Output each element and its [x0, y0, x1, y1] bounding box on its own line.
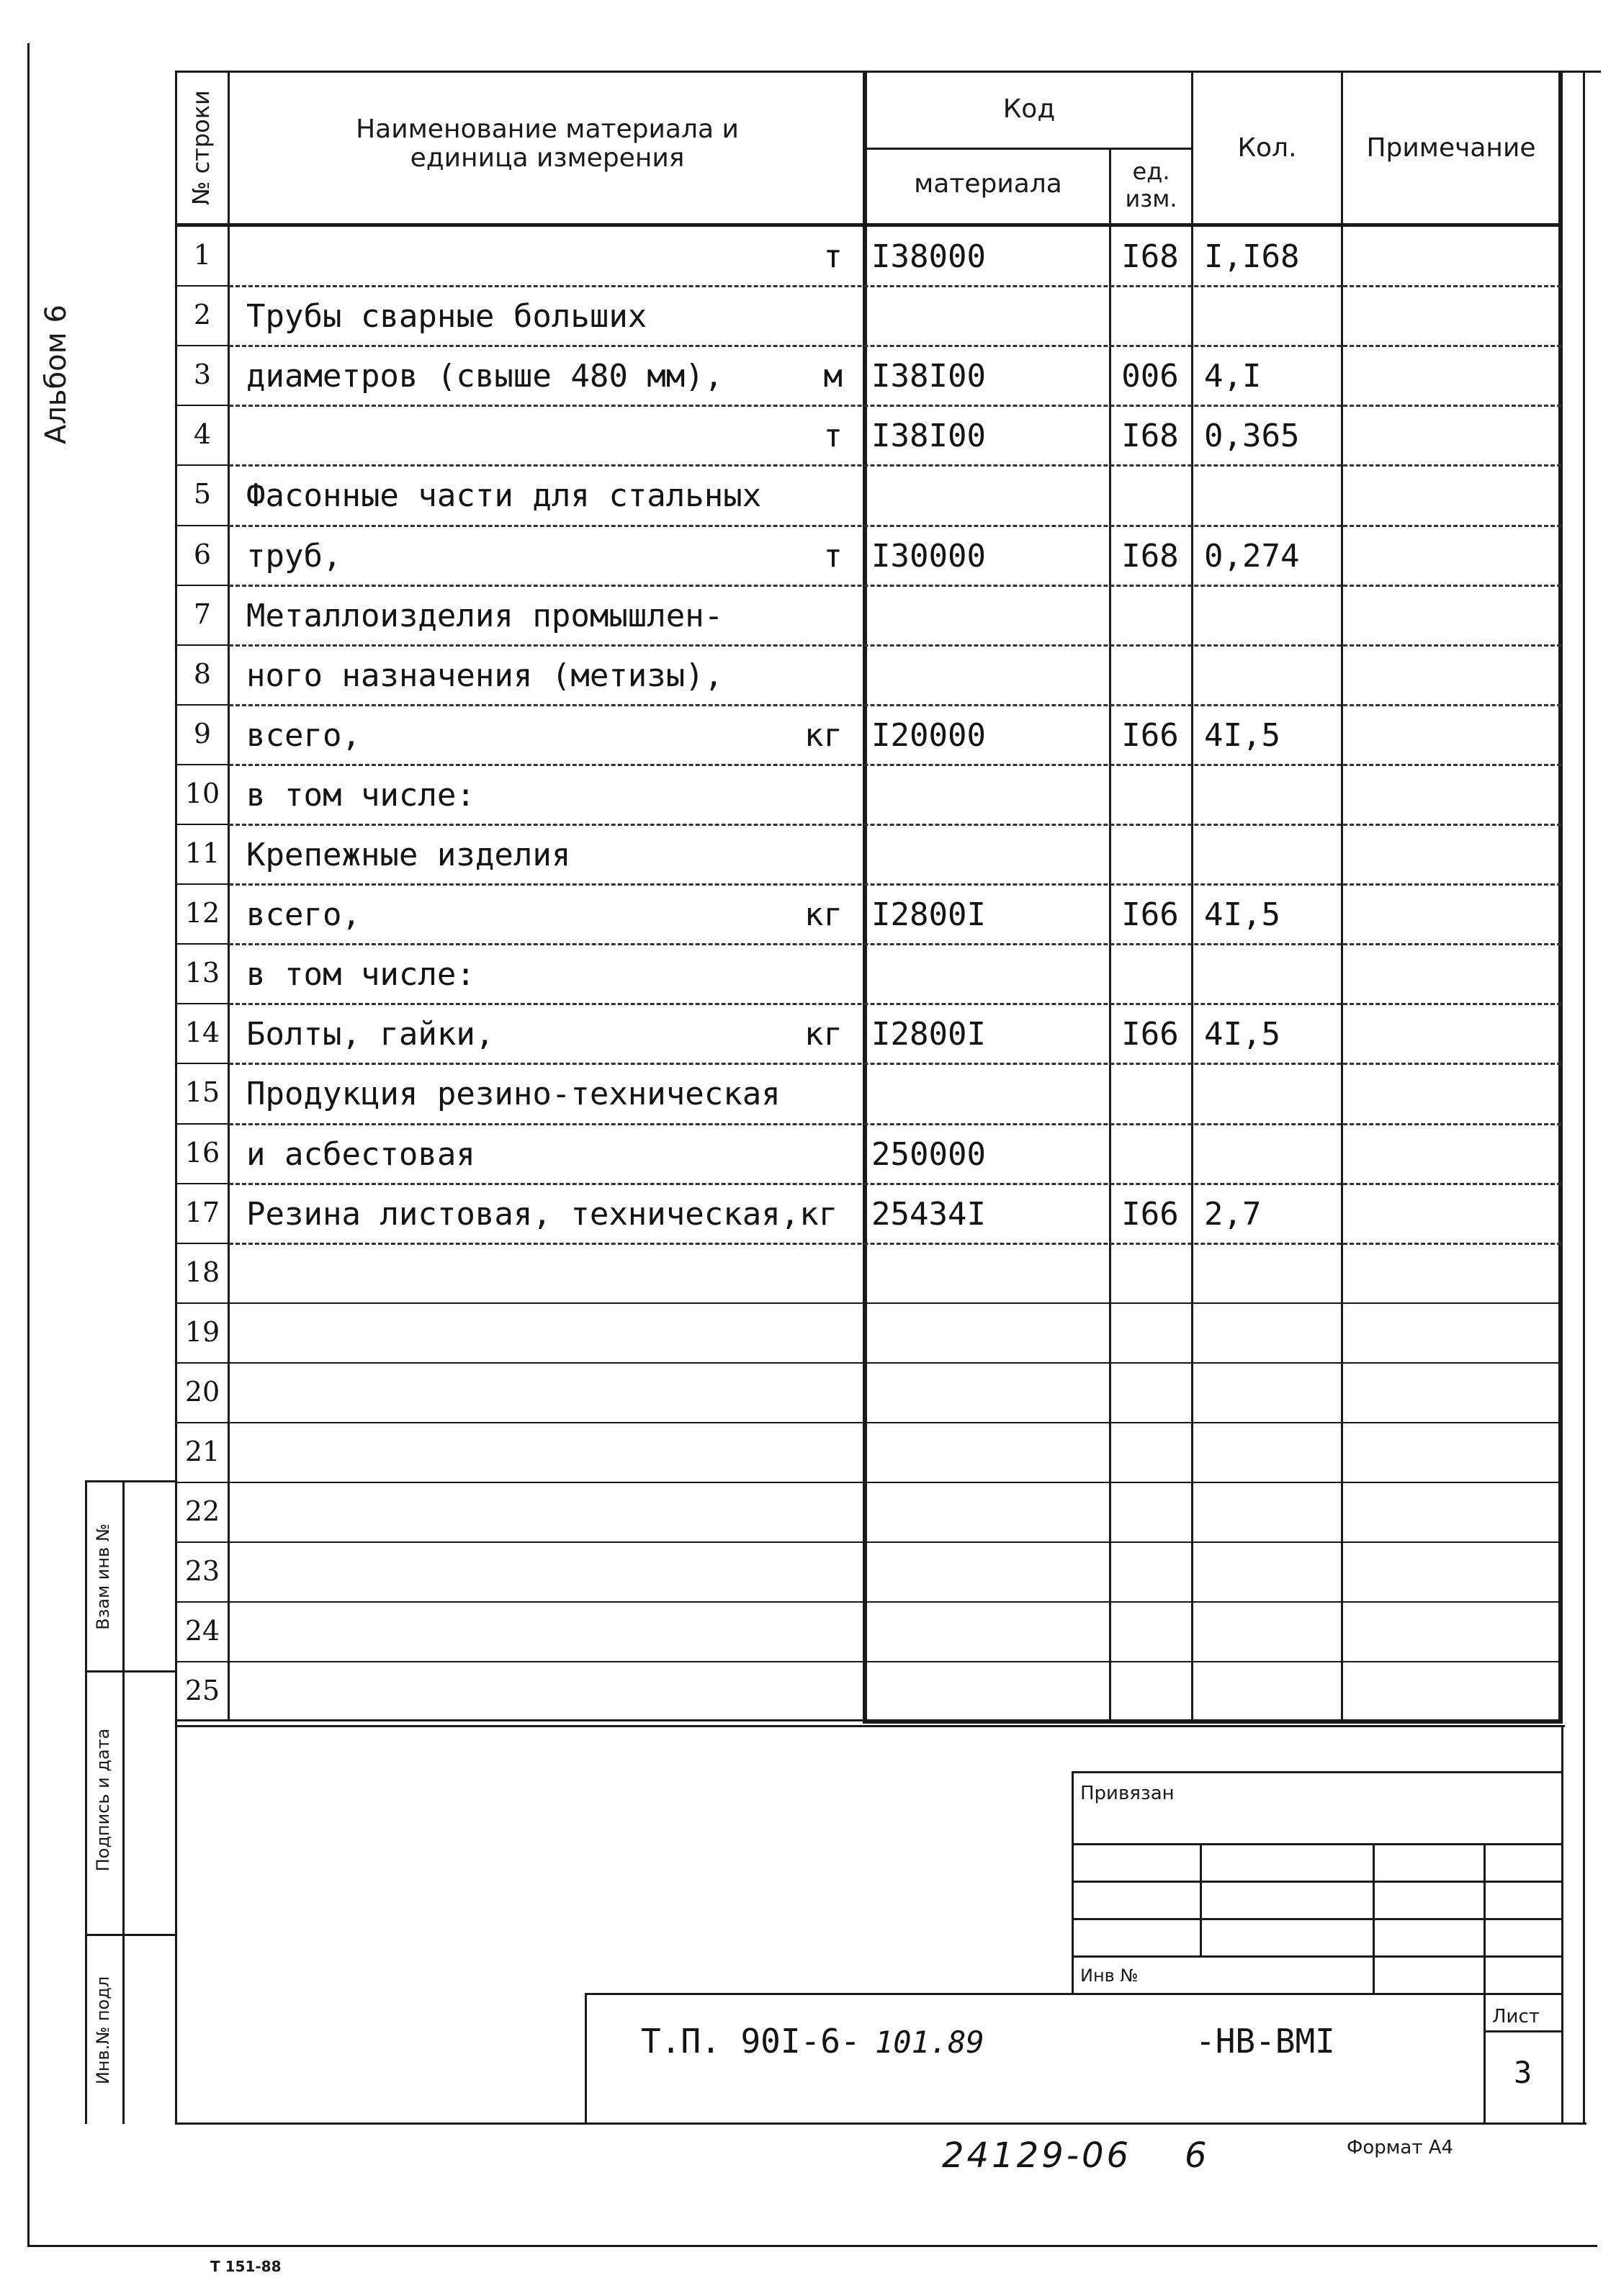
- tb-line-2: [1072, 1843, 1563, 1845]
- row-number: 14: [184, 1017, 220, 1049]
- row-material-code: 250000: [871, 1135, 986, 1173]
- row-separator-no: [175, 1123, 229, 1125]
- row-unit: т: [823, 418, 843, 455]
- row-unit: кг: [804, 1016, 843, 1053]
- col-sep-name: [863, 72, 867, 1721]
- row-separator: [175, 1541, 1561, 1543]
- col-sep-qty: [1341, 72, 1343, 1721]
- row-number: 2: [193, 299, 212, 331]
- row-separator-no: [175, 585, 229, 586]
- row-qty: 4,I: [1204, 358, 1262, 395]
- row-number: 17: [184, 1196, 220, 1228]
- row-material-code: I38I00: [871, 418, 986, 455]
- stamp-sep-2: [85, 1934, 177, 1936]
- tb-right: [1561, 1725, 1563, 2125]
- row-unit: т: [823, 537, 843, 575]
- tb-sheet-sep: [1483, 2030, 1563, 2032]
- form-code: Т 151-88: [210, 2258, 282, 2275]
- row-unit-code: I66: [1121, 716, 1179, 754]
- row-separator: [229, 883, 1561, 886]
- tb-top: [175, 1725, 1565, 1727]
- stamp-label-inv: Инв.№ подл: [93, 1976, 113, 2085]
- header-code-unit-1: ед.: [1132, 158, 1170, 185]
- row-name: Резина листовая, техническая,кг: [246, 1195, 838, 1233]
- row-qty: 4I,5: [1204, 896, 1280, 934]
- row-number: 7: [193, 598, 212, 630]
- doc-code-right: -НВ-ВМI: [1195, 2022, 1335, 2061]
- row-unit: кг: [804, 716, 843, 754]
- row-separator-no: [175, 1003, 229, 1004]
- stamp-col-left: [85, 1482, 87, 2124]
- row-unit-code: I66: [1121, 896, 1179, 934]
- row-name: Крепежные изделия: [246, 837, 571, 873]
- doc-code-left: Т.П. 90I-6-: [641, 2022, 861, 2061]
- row-material-code: I38000: [871, 238, 986, 275]
- row-separator: [229, 704, 1561, 706]
- row-qty: 0,274: [1204, 537, 1300, 575]
- tb-col-1: [1200, 1843, 1202, 1955]
- tb-line-4: [1072, 1918, 1563, 1920]
- code-header-split: [864, 148, 1193, 150]
- header-note: Примечание: [1366, 133, 1536, 163]
- table-bottom: [863, 1719, 1563, 1724]
- row-separator-no: [175, 1063, 229, 1064]
- page-left-border: [27, 43, 30, 2246]
- row-number: 13: [184, 957, 220, 989]
- row-number: 10: [184, 777, 220, 809]
- tb-line-5: [1072, 1955, 1563, 1958]
- row-separator: [229, 824, 1561, 826]
- doc-code-mid: 101.89: [875, 2025, 984, 2060]
- row-unit: кг: [804, 896, 843, 934]
- row-number: 22: [184, 1495, 220, 1528]
- row-number: 1: [193, 239, 212, 271]
- header-bottom: [175, 223, 1563, 227]
- album-label: Альбом 6: [40, 305, 73, 444]
- tb-line-1: [1072, 1771, 1563, 1773]
- row-separator-no: [175, 824, 229, 825]
- row-name: Продукция резино-техническая: [246, 1076, 781, 1113]
- row-number: 11: [184, 837, 220, 869]
- row-number: 16: [184, 1136, 220, 1169]
- header-row-no: № строки: [187, 90, 215, 205]
- row-material-code: I30000: [871, 537, 986, 575]
- tb-main-left: [585, 1993, 587, 2122]
- sheet-label: Лист: [1492, 2006, 1540, 2027]
- row-name: Металлоизделия промышлен-: [246, 597, 724, 634]
- row-unit: т: [823, 238, 843, 275]
- row-number: 20: [184, 1375, 220, 1408]
- row-separator: [229, 405, 1561, 407]
- row-separator-no: [175, 285, 229, 287]
- col-sep-unit: [1191, 72, 1193, 1721]
- header-name: Наименование материала и единица измерения: [356, 114, 739, 173]
- row-separator: [175, 1362, 1561, 1364]
- row-number: 8: [193, 657, 212, 690]
- row-separator: [229, 1003, 1561, 1005]
- row-separator: [175, 1422, 1561, 1423]
- row-separator-no: [175, 883, 229, 885]
- row-unit-code: 006: [1121, 358, 1179, 395]
- tb-col-3: [1483, 1843, 1486, 2124]
- header-code-unit-2: изм.: [1125, 185, 1177, 212]
- col-sep-no: [228, 72, 230, 1721]
- row-name: в том числе:: [246, 956, 475, 994]
- tb-main-top: [585, 1993, 1563, 1995]
- stamp-sep-1: [85, 1670, 177, 1673]
- row-number: 18: [184, 1256, 220, 1288]
- row-separator: [229, 1123, 1561, 1125]
- row-number: 19: [184, 1315, 220, 1348]
- row-separator: [229, 464, 1561, 467]
- row-separator: [175, 1302, 1561, 1304]
- handwritten-number: 24129-06: [942, 2135, 1132, 2176]
- row-name: ного назначения (метизы),: [246, 657, 724, 694]
- frame-top: [175, 71, 1601, 73]
- row-material-code: I2800I: [871, 1016, 986, 1053]
- row-separator: [175, 1482, 1561, 1483]
- row-separator-no: [175, 405, 229, 406]
- row-qty: 0,365: [1204, 418, 1300, 455]
- tb-privyazan: Привязан: [1080, 1783, 1175, 1804]
- row-name: и асбестовая: [246, 1135, 475, 1173]
- row-unit: м: [823, 358, 843, 395]
- row-separator: [229, 1183, 1561, 1185]
- row-number: 4: [193, 418, 212, 451]
- format-label: Формат А4: [1347, 2137, 1454, 2158]
- row-material-code: I38I00: [871, 358, 986, 395]
- row-name: всего,: [246, 716, 361, 754]
- row-name: в том числе:: [246, 776, 475, 814]
- row-name: диаметров (свыше 480 мм),: [246, 358, 724, 395]
- row-name: Болты, гайки,: [246, 1016, 495, 1053]
- row-number: 9: [193, 717, 212, 749]
- frame-left: [175, 72, 177, 2124]
- row-separator-no: [175, 1183, 229, 1184]
- row-number: 23: [184, 1555, 220, 1588]
- header-qty: Кол.: [1237, 133, 1297, 163]
- stamp-top: [85, 1480, 177, 1482]
- row-name: Трубы сварные больших: [246, 298, 647, 336]
- row-name: всего,: [246, 896, 361, 934]
- row-separator-no: [175, 764, 229, 765]
- row-separator: [229, 525, 1561, 527]
- page-bottom-border: [27, 2245, 1597, 2247]
- row-separator: [229, 285, 1561, 287]
- row-material-code: I20000: [871, 716, 986, 754]
- row-separator-no: [175, 1243, 229, 1244]
- row-separator: [229, 1063, 1561, 1065]
- header-code: Код: [1002, 94, 1056, 124]
- col-right-bold: [1558, 72, 1563, 1721]
- row-separator-no: [175, 704, 229, 706]
- row-unit-code: I68: [1121, 238, 1179, 275]
- frame-bottom: [175, 2122, 1586, 2125]
- row-number: 5: [193, 478, 212, 510]
- row-number: 12: [184, 897, 220, 929]
- row-separator-no: [175, 345, 229, 346]
- row-unit-code: I66: [1121, 1016, 1179, 1053]
- row-separator-no: [175, 644, 229, 646]
- row-separator-no: [175, 525, 229, 526]
- row-name: Фасонные части для стальных: [246, 477, 762, 515]
- row-separator: [229, 764, 1561, 766]
- row-separator: [229, 585, 1561, 587]
- tb-line-3: [1072, 1881, 1563, 1883]
- row-qty: 4I,5: [1204, 716, 1280, 754]
- row-number: 25: [184, 1675, 220, 1707]
- row-name: труб,: [246, 537, 342, 575]
- stamp-label-zam: Взам инв №: [93, 1523, 113, 1630]
- row-qty: I,I68: [1204, 238, 1300, 275]
- row-separator-no: [175, 943, 229, 945]
- row-separator: [229, 943, 1561, 945]
- row-separator: [229, 345, 1561, 347]
- stamp-label-sign: Подпись и дата: [93, 1728, 113, 1872]
- row-number: 6: [193, 538, 212, 570]
- stamp-col-mid: [122, 1482, 125, 2124]
- handwritten-sheet: 6: [1185, 2135, 1207, 2176]
- row-separator: [229, 1243, 1561, 1245]
- row-separator: [229, 644, 1561, 647]
- row-number: 3: [193, 359, 212, 391]
- row-qty: 4I,5: [1204, 1016, 1280, 1053]
- row-unit-code: I68: [1121, 418, 1179, 455]
- row-separator: [175, 1661, 1561, 1662]
- sheet-number: 3: [1514, 2055, 1532, 2090]
- row-material-code: I2800I: [871, 896, 986, 934]
- row-material-code: 25434I: [871, 1195, 986, 1233]
- row-number: 21: [184, 1436, 220, 1467]
- row-qty: 2,7: [1204, 1195, 1262, 1233]
- row-unit-code: I68: [1121, 537, 1179, 575]
- row-separator: [175, 1601, 1561, 1603]
- tb-left: [1072, 1771, 1074, 1994]
- tb-inv-no: Инв №: [1080, 1966, 1139, 1986]
- rows-bottom: [175, 1719, 866, 1721]
- row-separator-no: [175, 464, 229, 466]
- frame-right: [1583, 72, 1585, 2124]
- header-code-material: материала: [914, 169, 1062, 199]
- tb-col-2: [1373, 1843, 1375, 1994]
- row-unit-code: I66: [1121, 1195, 1179, 1233]
- row-number: 15: [184, 1076, 220, 1109]
- row-number: 24: [184, 1615, 220, 1647]
